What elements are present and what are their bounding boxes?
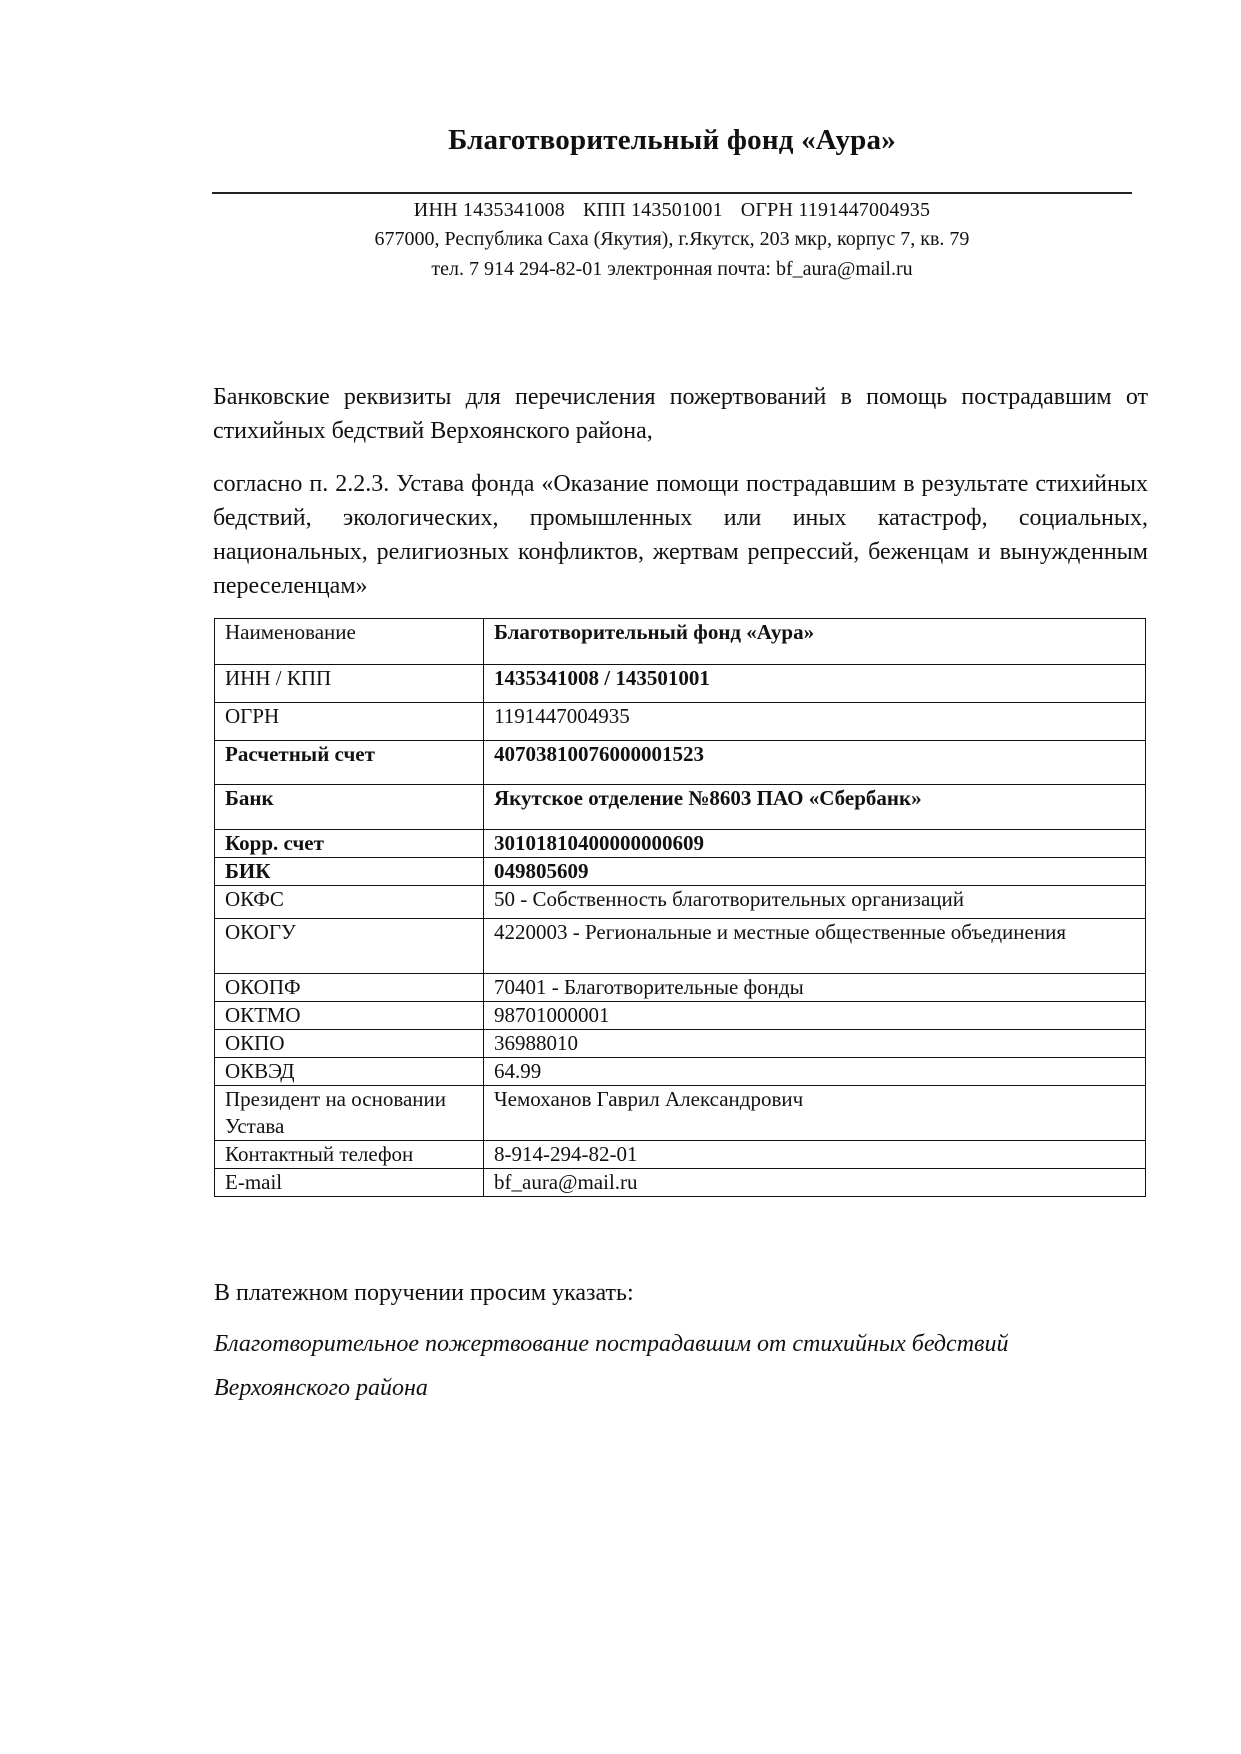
table-row	[215, 830, 1146, 858]
row-value: 36988010	[484, 1030, 1146, 1058]
row-label: ОКПО	[215, 1030, 484, 1058]
row-label: Корр. счет	[215, 830, 484, 858]
table-row	[215, 785, 1146, 830]
contacts-line: тел. 7 914 294-82-01 электронная почта: bf_aura@mail.ru	[431, 258, 913, 280]
table-row	[215, 703, 1146, 741]
header-divider	[212, 192, 1132, 194]
table-row	[215, 1141, 1146, 1169]
document-title: Благотворительный фонд «Аура»	[448, 124, 896, 156]
row-label: ОКФС	[215, 886, 484, 919]
registration-numbers	[212, 195, 1132, 225]
inn-text: ИНН 1435341008	[413, 199, 565, 221]
payment-purpose: Благотворительное пожертвование пострадавшим от стихийных бедствий Верхоянского района	[214, 1331, 1009, 1401]
row-value: 50 - Собственность благотворительных организаций	[484, 886, 1146, 919]
table-row	[215, 741, 1146, 785]
table-row	[215, 1002, 1146, 1030]
row-value: 30101810400000000609	[484, 830, 1146, 858]
table-row	[215, 665, 1146, 703]
row-label: ОГРН	[215, 703, 484, 741]
row-value: Благотворительный фонд «Аура»	[484, 619, 1146, 665]
table-row	[215, 858, 1146, 886]
table-row	[215, 1169, 1146, 1197]
row-label: ИНН / КПП	[215, 665, 484, 703]
row-label: ОКВЭД	[215, 1058, 484, 1086]
row-value: 98701000001	[484, 1002, 1146, 1030]
row-value: 70401 - Благотворительные фонды	[484, 974, 1146, 1002]
table-row	[215, 1058, 1146, 1086]
row-label: E-mail	[215, 1169, 484, 1197]
row-label: Расчетный счет	[215, 741, 484, 785]
row-value: bf_aura@mail.ru	[484, 1169, 1146, 1197]
row-label: Контактный телефон	[215, 1141, 484, 1169]
row-value: 4220003 - Региональные и местные общественные объединения	[484, 919, 1146, 974]
table-row	[215, 619, 1146, 665]
row-label: БИК	[215, 858, 484, 886]
row-value: Чемоханов Гаврил Александрович	[484, 1086, 1146, 1141]
row-value: Якутское отделение №8603 ПАО «Сбербанк»	[484, 785, 1146, 830]
table-row	[215, 1030, 1146, 1058]
row-value: 40703810076000001523	[484, 741, 1146, 785]
payment-note: В платежном поручении просим указать:	[214, 1280, 634, 1306]
kpp-text: КПП 143501001	[582, 199, 723, 221]
address-line: 677000, Республика Саха (Якутия), г.Якутск, 203 мкр, корпус 7, кв. 79	[374, 228, 970, 250]
row-label: Президент на основании Устава	[215, 1086, 484, 1141]
row-label: ОКОПФ	[215, 974, 484, 1002]
row-value: 8-914-294-82-01	[484, 1141, 1146, 1169]
table-row	[215, 1086, 1146, 1141]
ogrn-text: ОГРН 1191447004935	[740, 199, 931, 221]
table-row	[215, 886, 1146, 919]
row-label: ОКТМО	[215, 1002, 484, 1030]
table-row	[215, 974, 1146, 1002]
row-label: Наименование	[215, 619, 484, 665]
charter-paragraph: согласно п. 2.2.3. Устава фонда «Оказание помощи пострадавшим в результате стихийных бедствий, экологических, промышленных или иных катастроф, социальных, национальных, религиозных конфликтов, жертвам репрессий, беженцам и вынужденным переселенцам»	[213, 471, 1148, 599]
row-label: Банк	[215, 785, 484, 830]
row-value: 1191447004935	[484, 703, 1146, 741]
row-value: 64.99	[484, 1058, 1146, 1086]
table-row	[215, 919, 1146, 974]
row-value: 1435341008 / 143501001	[484, 665, 1146, 703]
bank-details-table	[214, 618, 1146, 1197]
row-value: 049805609	[484, 858, 1146, 886]
intro-paragraph: Банковские реквизиты для перечисления пожертвований в помощь пострадавшим от стихийных бедствий Верхоянского района,	[213, 384, 1148, 444]
row-label: ОКОГУ	[215, 919, 484, 974]
